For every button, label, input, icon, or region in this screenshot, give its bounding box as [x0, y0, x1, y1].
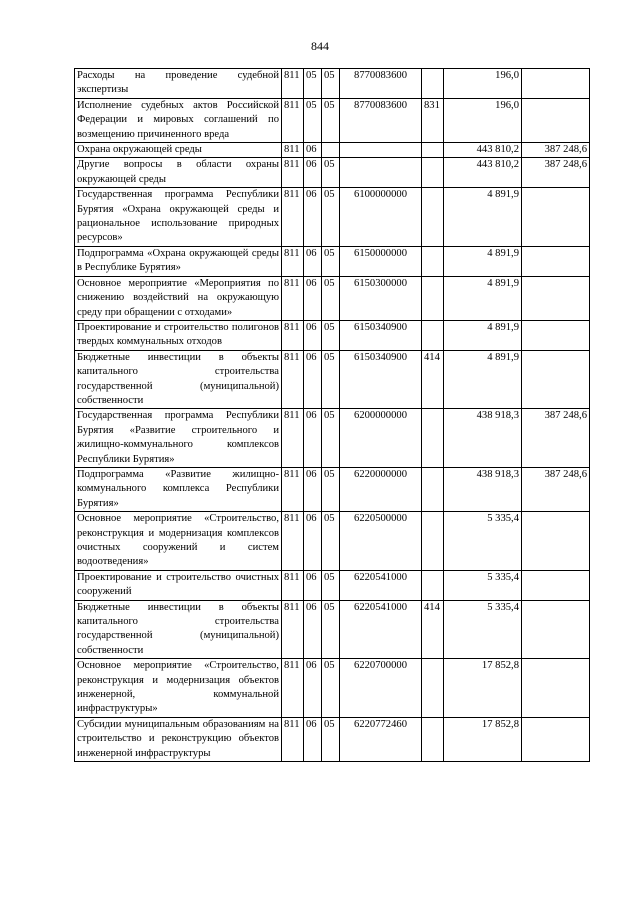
subsection-code-cell: 05 — [322, 98, 340, 142]
amount-cell: 5 335,4 — [444, 512, 522, 571]
expense-type-code-cell — [422, 467, 444, 511]
row-name-cell: Основное мероприятие «Строительство, реконструкция и модернизация объектов инженерной, коммунальной инфраструктуры» — [75, 659, 282, 718]
target-article-code-cell: 6100000000 — [340, 188, 422, 247]
ministry-code-cell: 811 — [282, 246, 304, 276]
subsection-code-cell — [322, 143, 340, 158]
amount-cell: 5 335,4 — [444, 570, 522, 600]
amount-cell: 4 891,9 — [444, 350, 522, 409]
table-row — [75, 246, 590, 276]
target-article-code-cell: 6220500000 — [340, 512, 422, 571]
amount-cell: 438 918,3 — [444, 409, 522, 468]
amount-cell: 4 891,9 — [444, 276, 522, 320]
amount-cell: 17 852,8 — [444, 659, 522, 718]
ministry-code-cell: 811 — [282, 143, 304, 158]
section-code-cell: 06 — [304, 659, 322, 718]
subsection-code-cell: 05 — [322, 158, 340, 188]
row-name-cell: Бюджетные инвестиции в объекты капитального строительства государственной (муниципальной) собственности — [75, 600, 282, 659]
expense-type-code-cell — [422, 717, 444, 761]
row-name-cell: Подпрограмма «Развитие жилищно-коммунального комплекса Республики Бурятия» — [75, 467, 282, 511]
target-article-code-cell: 6220700000 — [340, 659, 422, 718]
table-row — [75, 350, 590, 409]
ministry-code-cell: 811 — [282, 158, 304, 188]
ministry-code-cell: 811 — [282, 717, 304, 761]
target-article-code-cell — [340, 158, 422, 188]
table-row — [75, 69, 590, 99]
ministry-code-cell: 811 — [282, 98, 304, 142]
row-name-cell: Расходы на проведение судебной экспертизы — [75, 69, 282, 99]
expense-type-code-cell — [422, 246, 444, 276]
table-row — [75, 320, 590, 350]
subsection-code-cell: 05 — [322, 570, 340, 600]
budget-table — [74, 68, 590, 762]
expense-type-code-cell — [422, 320, 444, 350]
section-code-cell: 06 — [304, 246, 322, 276]
amount-federal-cell — [522, 570, 590, 600]
amount-federal-cell — [522, 276, 590, 320]
amount-federal-cell — [522, 246, 590, 276]
subsection-code-cell: 05 — [322, 69, 340, 99]
ministry-code-cell: 811 — [282, 409, 304, 468]
row-name-cell: Государственная программа Республики Бурятия «Охрана окружающей среды и рациональное использование природных ресурсов» — [75, 188, 282, 247]
section-code-cell: 06 — [304, 350, 322, 409]
target-article-code-cell: 8770083600 — [340, 98, 422, 142]
table-row — [75, 158, 590, 188]
expense-type-code-cell — [422, 512, 444, 571]
table-row — [75, 467, 590, 511]
target-article-code-cell: 6220000000 — [340, 467, 422, 511]
section-code-cell: 06 — [304, 188, 322, 247]
row-name-cell: Основное мероприятие «Мероприятия по снижению воздействий на окружающую среду при обращении с отходами» — [75, 276, 282, 320]
section-code-cell: 06 — [304, 600, 322, 659]
target-article-code-cell: 6200000000 — [340, 409, 422, 468]
amount-federal-cell — [522, 717, 590, 761]
ministry-code-cell: 811 — [282, 188, 304, 247]
expense-type-code-cell — [422, 188, 444, 247]
subsection-code-cell: 05 — [322, 659, 340, 718]
row-name-cell: Основное мероприятие «Строительство, реконструкция и модернизация комплексов очистных сооружений и систем водоотведения» — [75, 512, 282, 571]
amount-cell: 5 335,4 — [444, 600, 522, 659]
amount-cell: 438 918,3 — [444, 467, 522, 511]
amount-federal-cell — [522, 98, 590, 142]
subsection-code-cell: 05 — [322, 467, 340, 511]
amount-federal-cell: 387 248,6 — [522, 409, 590, 468]
row-name-cell: Государственная программа Республики Бурятия «Развитие строительного и жилищно-коммунального комплексов Республики Бурятия» — [75, 409, 282, 468]
table-row — [75, 717, 590, 761]
amount-cell: 443 810,2 — [444, 158, 522, 188]
section-code-cell: 06 — [304, 409, 322, 468]
subsection-code-cell: 05 — [322, 717, 340, 761]
target-article-code-cell: 6150300000 — [340, 276, 422, 320]
amount-cell: 4 891,9 — [444, 188, 522, 247]
table-row — [75, 570, 590, 600]
amount-federal-cell: 387 248,6 — [522, 467, 590, 511]
expense-type-code-cell — [422, 409, 444, 468]
amount-cell: 443 810,2 — [444, 143, 522, 158]
row-name-cell: Бюджетные инвестиции в объекты капитального строительства государственной (муниципальной) собственности — [75, 350, 282, 409]
target-article-code-cell: 6220541000 — [340, 600, 422, 659]
amount-cell: 196,0 — [444, 98, 522, 142]
expense-type-code-cell — [422, 570, 444, 600]
row-name-cell: Исполнение судебных актов Российской Федерации и мировых соглашений по возмещению причиненного вреда — [75, 98, 282, 142]
amount-federal-cell — [522, 188, 590, 247]
section-code-cell: 05 — [304, 98, 322, 142]
expense-type-code-cell — [422, 276, 444, 320]
row-name-cell: Охрана окружающей среды — [75, 143, 282, 158]
subsection-code-cell: 05 — [322, 409, 340, 468]
ministry-code-cell: 811 — [282, 350, 304, 409]
table-row — [75, 600, 590, 659]
amount-federal-cell — [522, 320, 590, 350]
row-name-cell: Другие вопросы в области охраны окружающей среды — [75, 158, 282, 188]
ministry-code-cell: 811 — [282, 512, 304, 571]
table-row — [75, 143, 590, 158]
amount-cell: 17 852,8 — [444, 717, 522, 761]
section-code-cell: 06 — [304, 717, 322, 761]
target-article-code-cell: 6150340900 — [340, 350, 422, 409]
amount-federal-cell: 387 248,6 — [522, 143, 590, 158]
row-name-cell: Проектирование и строительство очистных сооружений — [75, 570, 282, 600]
subsection-code-cell: 05 — [322, 512, 340, 571]
expense-type-code-cell: 414 — [422, 350, 444, 409]
amount-federal-cell — [522, 512, 590, 571]
target-article-code-cell: 6150340900 — [340, 320, 422, 350]
amount-cell: 4 891,9 — [444, 320, 522, 350]
amount-federal-cell: 387 248,6 — [522, 158, 590, 188]
subsection-code-cell: 05 — [322, 246, 340, 276]
ministry-code-cell: 811 — [282, 600, 304, 659]
section-code-cell: 06 — [304, 320, 322, 350]
amount-federal-cell — [522, 69, 590, 99]
amount-federal-cell — [522, 350, 590, 409]
subsection-code-cell: 05 — [322, 350, 340, 409]
table-row — [75, 409, 590, 468]
table-row — [75, 188, 590, 247]
table-row — [75, 98, 590, 142]
ministry-code-cell: 811 — [282, 69, 304, 99]
section-code-cell: 06 — [304, 467, 322, 511]
expense-type-code-cell — [422, 143, 444, 158]
row-name-cell: Субсидии муниципальным образованиям на строительство и реконструкцию объектов инженерной инфраструктуры — [75, 717, 282, 761]
ministry-code-cell: 811 — [282, 570, 304, 600]
amount-cell: 4 891,9 — [444, 246, 522, 276]
ministry-code-cell: 811 — [282, 320, 304, 350]
section-code-cell: 06 — [304, 570, 322, 600]
ministry-code-cell: 811 — [282, 659, 304, 718]
subsection-code-cell: 05 — [322, 320, 340, 350]
table-row — [75, 276, 590, 320]
expense-type-code-cell — [422, 158, 444, 188]
subsection-code-cell: 05 — [322, 188, 340, 247]
ministry-code-cell: 811 — [282, 467, 304, 511]
row-name-cell: Подпрограмма «Охрана окружающей среды в Республике Бурятия» — [75, 246, 282, 276]
target-article-code-cell: 6150000000 — [340, 246, 422, 276]
section-code-cell: 05 — [304, 69, 322, 99]
subsection-code-cell: 05 — [322, 276, 340, 320]
table-body — [75, 69, 590, 762]
page-number: 844 — [311, 39, 329, 53]
target-article-code-cell — [340, 143, 422, 158]
target-article-code-cell: 6220772460 — [340, 717, 422, 761]
target-article-code-cell: 8770083600 — [340, 69, 422, 99]
subsection-code-cell: 05 — [322, 600, 340, 659]
section-code-cell: 06 — [304, 158, 322, 188]
expense-type-code-cell: 414 — [422, 600, 444, 659]
section-code-cell: 06 — [304, 143, 322, 158]
amount-federal-cell — [522, 600, 590, 659]
expense-type-code-cell — [422, 659, 444, 718]
section-code-cell: 06 — [304, 276, 322, 320]
row-name-cell: Проектирование и строительство полигонов твердых коммунальных отходов — [75, 320, 282, 350]
amount-federal-cell — [522, 659, 590, 718]
ministry-code-cell: 811 — [282, 276, 304, 320]
table-row — [75, 512, 590, 571]
expense-type-code-cell — [422, 69, 444, 99]
section-code-cell: 06 — [304, 512, 322, 571]
table-row — [75, 659, 590, 718]
target-article-code-cell: 6220541000 — [340, 570, 422, 600]
expense-type-code-cell: 831 — [422, 98, 444, 142]
amount-cell: 196,0 — [444, 69, 522, 99]
